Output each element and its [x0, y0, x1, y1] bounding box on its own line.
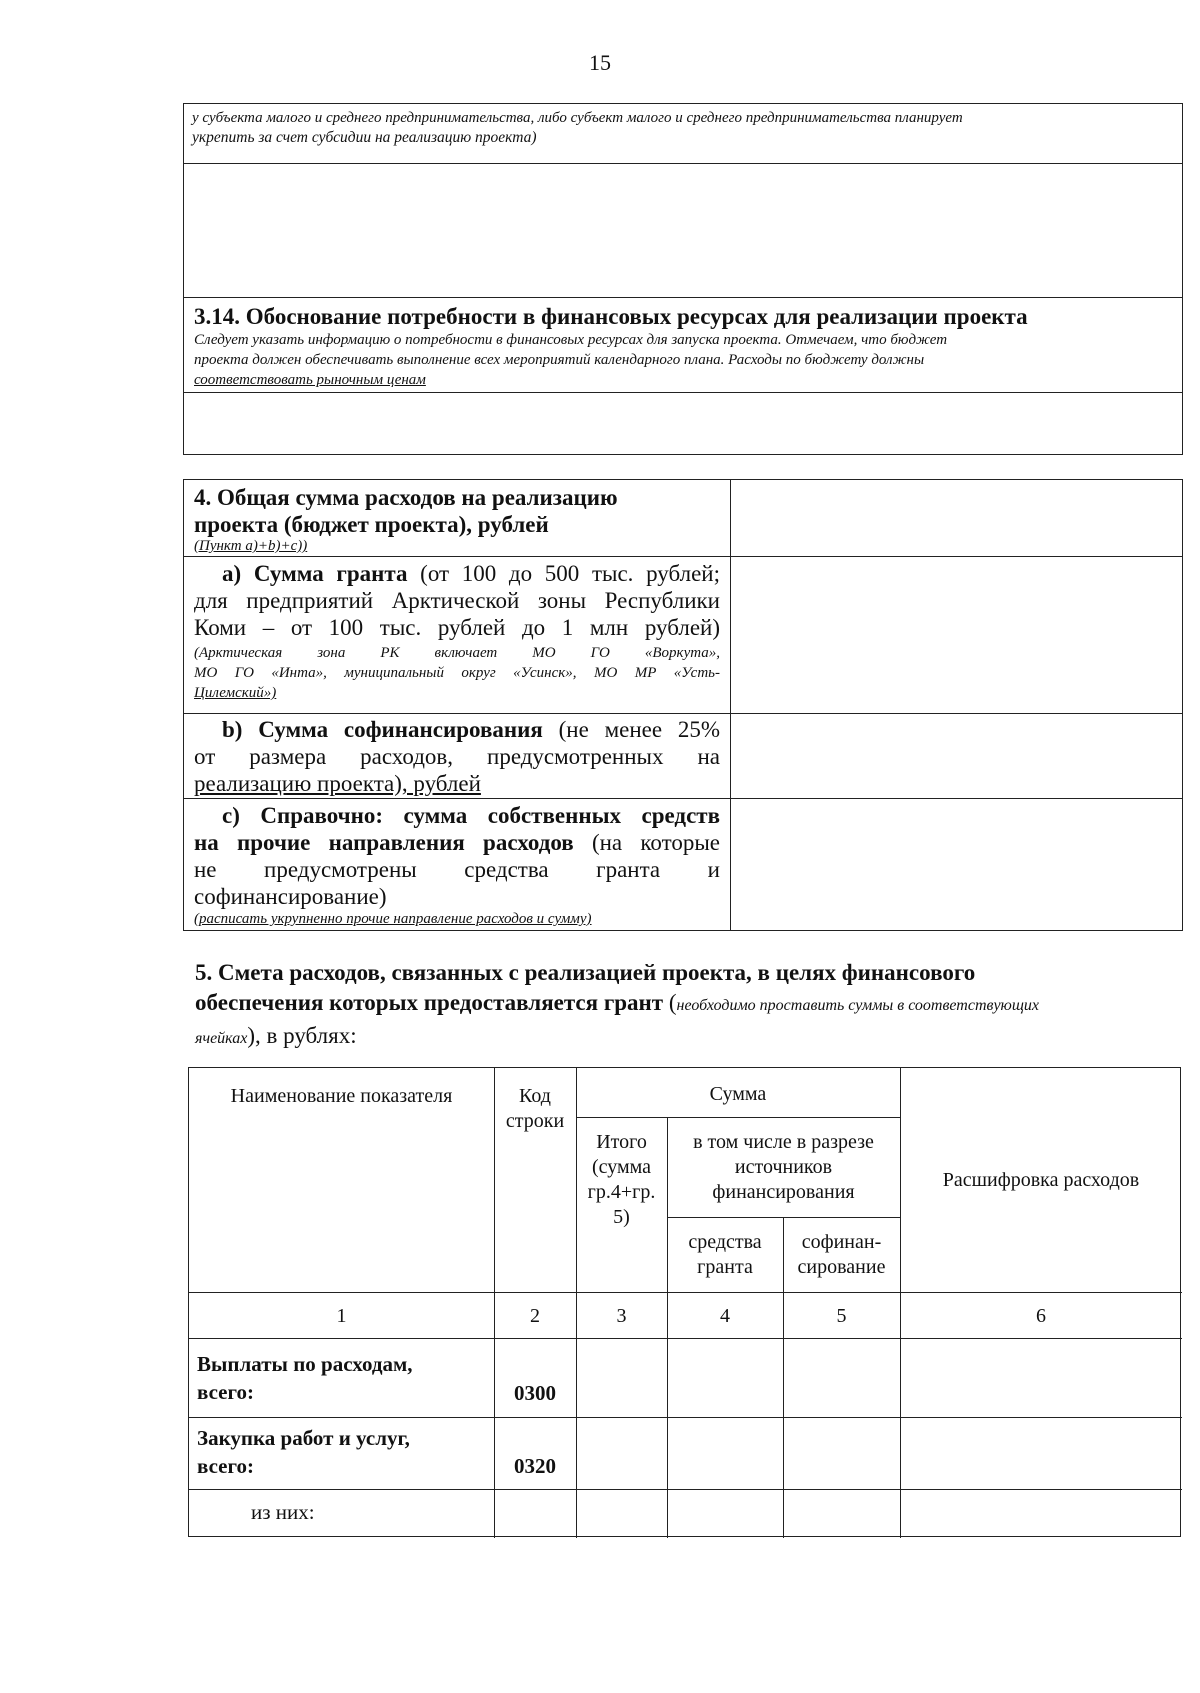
row-name: [197, 1350, 413, 1406]
row-name-line2: всего:: [197, 1454, 255, 1478]
section-3-13-hint-row: [184, 104, 1182, 164]
budget-estimate-hint-2: ячейках: [195, 1030, 248, 1047]
header-expense-breakdown: Расшифровка расходов: [942, 1169, 1140, 1191]
header-including-line3: финансирования: [712, 1181, 855, 1203]
grant-sum-note-1: (Арктическая зона РК включает МО ГО «Воркута»,: [194, 645, 720, 661]
grant-sum-text-1: (от 100 до 500 тыс. рублей;: [407, 561, 720, 586]
column-number-6: 6: [1036, 1305, 1046, 1327]
header-including-sources: [667, 1130, 900, 1205]
cofinancing-sum-text-3: реализацию проекта), рублей: [194, 771, 481, 796]
header-indicator-name: Наименование показателя: [230, 1085, 453, 1107]
section-3-14-header-row: [184, 297, 1182, 393]
total-expenses-title-cell: [194, 484, 720, 554]
section-3-13-hint-line2: укрепить за счет субсидии на реализацию проекта): [192, 129, 537, 146]
page-number: 15: [589, 50, 611, 75]
row-cofin-field[interactable]: [784, 1339, 899, 1417]
budget-estimate-table: [188, 1067, 1181, 1537]
header-grant-line1: средства: [688, 1231, 762, 1253]
budget-estimate-title-line3: ), в рублях:: [247, 1023, 357, 1048]
header-cofin-line2: сирование: [797, 1256, 886, 1278]
own-funds-text-3: не предусмотрены средства гранта и: [194, 857, 720, 882]
header-total-line3: гр.4+гр.: [587, 1181, 656, 1203]
section-3-13-hint-line1: у субъекта малого и среднего предпринимательства, либо субъект малого и среднего предпринимательства планирует: [192, 110, 963, 126]
column-number-1: 1: [336, 1305, 347, 1327]
own-funds-label-1: с) Справочно: сумма собственных средств: [222, 803, 720, 828]
row-grant-field[interactable]: [668, 1490, 782, 1537]
total-expenses-title-note: (Пункт а)+b)+c)): [194, 538, 308, 554]
row-total-field[interactable]: [577, 1339, 666, 1417]
header-total-line2: (сумма: [591, 1156, 652, 1178]
row-breakdown-field[interactable]: [901, 1418, 1181, 1489]
total-expenses-value-field[interactable]: [732, 480, 1182, 556]
budget-estimate-title-line2: обеспечения которых предоставляется грант: [195, 990, 664, 1015]
section-3-14-hint-line3: соответствовать рыночным ценам: [194, 372, 426, 388]
row-breakdown-field[interactable]: [901, 1490, 1181, 1537]
row-cofin-field[interactable]: [784, 1490, 899, 1537]
column-number-3: 3: [616, 1305, 627, 1327]
header-including-line2: источников: [734, 1156, 833, 1178]
cofinancing-sum-text-1: (не менее 25%: [542, 717, 720, 742]
column-number-5: 5: [836, 1305, 847, 1327]
grant-sum-note-3: Цилемский»): [194, 685, 277, 701]
budget-estimate-paren-open: (: [663, 990, 677, 1015]
row-code-field[interactable]: [495, 1490, 575, 1537]
row-name: из них:: [251, 1500, 315, 1524]
header-total-line1: Итого: [596, 1131, 647, 1153]
row-total-field[interactable]: [577, 1418, 666, 1489]
header-row-code-line1: Код: [519, 1085, 551, 1107]
row-name-line1: Выплаты по расходам,: [197, 1352, 413, 1376]
header-total: [576, 1130, 667, 1230]
budget-estimate-heading: [195, 958, 1155, 1054]
row-total-field[interactable]: [577, 1490, 666, 1537]
row-grant-field[interactable]: [668, 1339, 782, 1417]
column-number-4: 4: [720, 1305, 730, 1327]
row-name-line2: всего:: [197, 1380, 255, 1404]
cofinancing-sum-label: b) Сумма софинансирования: [222, 717, 543, 742]
column-number-2: 2: [530, 1305, 540, 1327]
section-3-14-hint-line2: проекта должен обеспечивать выполнение всех мероприятий календарного плана. Расходы по бюджету должны: [194, 352, 925, 368]
row-name-line1: Закупка работ и услуг,: [197, 1426, 410, 1450]
section-3-14-answer-field[interactable]: [184, 392, 1182, 454]
header-total-line4: 5): [613, 1206, 630, 1228]
cofinancing-sum-text-2: от размера расходов, предусмотренных на: [194, 744, 720, 769]
budget-estimate-title-line1: 5. Смета расходов, связанных с реализацией проекта, в целях финансового: [195, 960, 976, 985]
row-code: 0300: [514, 1381, 556, 1405]
row-grant-field[interactable]: [668, 1418, 782, 1489]
row-code: 0320: [514, 1454, 556, 1478]
row-cofin-field[interactable]: [784, 1418, 899, 1489]
grant-sum-text-2: для предприятий Арктической зоны Республики: [194, 588, 720, 613]
own-funds-value-field[interactable]: [732, 798, 1182, 930]
header-row-code: [494, 1084, 576, 1134]
row-name: [197, 1424, 410, 1480]
header-cofinancing: [783, 1230, 900, 1280]
grant-sum-label: а) Сумма гранта: [222, 561, 408, 586]
own-funds-label-2: на прочие направления расходов: [194, 830, 574, 855]
grant-sum-cell: [194, 560, 720, 703]
header-sum: Сумма: [709, 1083, 767, 1105]
own-funds-note: (расписать укрупненно прочие направление расходов и сумму): [194, 911, 592, 927]
cofinancing-sum-value-field[interactable]: [732, 713, 1182, 798]
section-3-14-title: 3.14. Обоснование потребности в финансовых ресурсах для реализации проекта: [194, 304, 1028, 329]
grant-sum-note-2: МО ГО «Инта», муниципальный округ «Усинск», МО МР «Усть-: [194, 665, 720, 681]
total-expenses-title-line2: проекта (бюджет проекта), рублей: [194, 512, 549, 537]
own-funds-text-2: (на которые: [573, 830, 720, 855]
own-funds-cell: [194, 802, 720, 928]
section-3-14-hint-line1: Следует указать информацию о потребности в финансовых ресурсах для запуска проекта. Отмечаем, что бюджет: [194, 332, 948, 348]
header-including-line1: в том числе в разрезе: [693, 1131, 874, 1153]
project-description-block: [183, 103, 1183, 455]
section-3-13-answer-field[interactable]: [184, 163, 1182, 298]
grant-sum-value-field[interactable]: [732, 556, 1182, 713]
total-expenses-title-line1: 4. Общая сумма расходов на реализацию: [194, 485, 618, 510]
cofinancing-sum-cell: [194, 716, 720, 797]
header-grant-line2: гранта: [697, 1256, 753, 1278]
budget-estimate-hint-1: необходимо проставить суммы в соответствующих: [676, 997, 1040, 1014]
own-funds-text-4: софинансирование): [194, 884, 387, 909]
row-breakdown-field[interactable]: [901, 1339, 1181, 1417]
total-expenses-table: [183, 479, 1183, 931]
header-cofin-line1: софинан-: [801, 1231, 882, 1253]
header-grant-funds: [667, 1230, 783, 1280]
grant-sum-text-3: Коми – от 100 тыс. рублей до 1 млн рублей): [194, 615, 720, 640]
header-row-code-line2: строки: [505, 1110, 565, 1132]
